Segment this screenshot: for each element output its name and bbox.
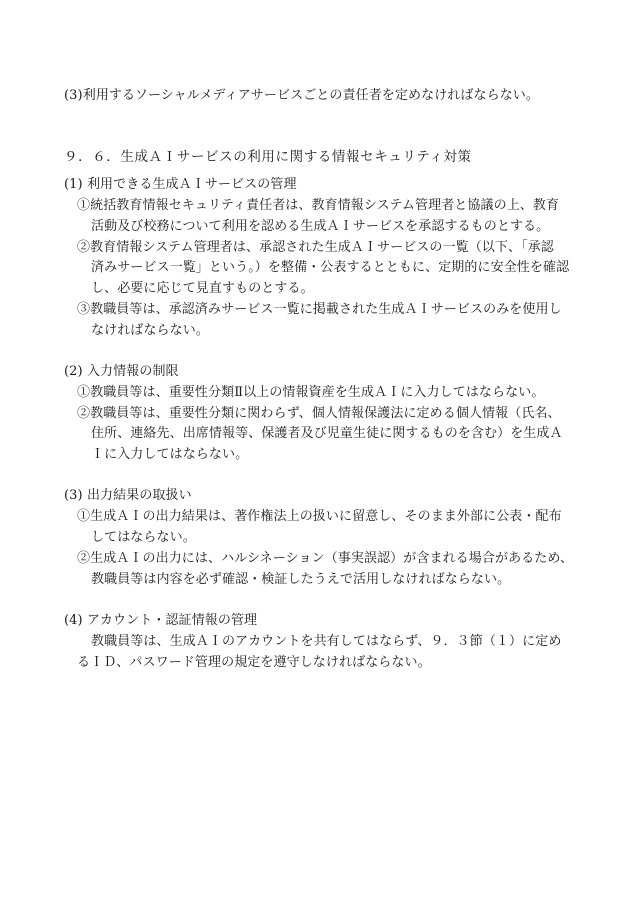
section-title: ９．６．生成ＡＩサービスの利用に関する情報セキュリティ対策 xyxy=(64,149,472,165)
subsection-3-line: ②生成ＡＩの出力には、ハルシネーション（事実誤認）が含まれる場合があるため、 xyxy=(77,551,574,566)
subsection-2-line: ①教職員等は、重要性分類Ⅱ以上の情報資産を生成ＡＩに入力してはならない。 xyxy=(77,385,545,400)
subsection-3-line: ①生成ＡＩの出力結果は、著作権法上の扱いに留意し、そのまま外部に公表・配布 xyxy=(77,509,562,524)
subsection-2-heading: (2) 入力情報の制限 xyxy=(64,364,179,379)
subsection-4-line: 教職員等は、生成ＡＩのアカウントを共有してはならず、９．３節（１）に定め xyxy=(91,634,562,649)
subsection-3-heading: (3) 出力結果の取扱い xyxy=(64,488,192,503)
subsection-3-line: してはならない。 xyxy=(91,530,196,545)
subsection-1-line: なければならない。 xyxy=(91,323,209,338)
subsection-4-heading: (4) アカウント・認証情報の管理 xyxy=(64,613,258,628)
subsection-4-line: るＩＤ、パスワード管理の規定を遵守しなければならない。 xyxy=(77,655,431,670)
subsection-1-line: し、必要に応じて見直すものとする。 xyxy=(91,281,314,296)
subsection-1-line: 済みサービス一覧」という。）を整備・公表するとともに、定期的に安全性を確認 xyxy=(91,260,570,275)
subsection-1-line: ②教育情報システム管理者は、承認された生成ＡＩサービスの一覧（以下、「承認 xyxy=(77,240,554,255)
subsection-1-line: 活動及び校務について利用を認める生成ＡＩサービスを承認するものとする。 xyxy=(91,219,550,234)
subsection-1-line: ①統括教育情報セキュリティ責任者は、教育情報システム管理者と協議の上、教育 xyxy=(77,198,560,213)
intro-line: (3)利用するソーシャルメディアサービスごとの責任者を定めなければならない。 xyxy=(64,88,540,103)
subsection-1-line: ③教職員等は、承認済みサービス一覧に掲載された生成ＡＩサービスのみを使用し xyxy=(77,302,562,317)
subsection-2-line: ②教職員等は、重要性分類に関わらず、個人情報保護法に定める個人情報（氏名、 xyxy=(77,406,561,421)
subsection-3-line: 教職員等は内容を必ず確認・検証したうえで活用しなければならない。 xyxy=(91,572,511,587)
subsection-2-line: 住所、連絡先、出席情報等、保護者及び児童生徒に関するものを含む）を生成Ａ xyxy=(91,426,563,441)
subsection-1-heading: (1) 利用できる生成ＡＩサービスの管理 xyxy=(64,177,297,192)
subsection-2-line: Ｉに入力してはならない。 xyxy=(91,447,249,462)
